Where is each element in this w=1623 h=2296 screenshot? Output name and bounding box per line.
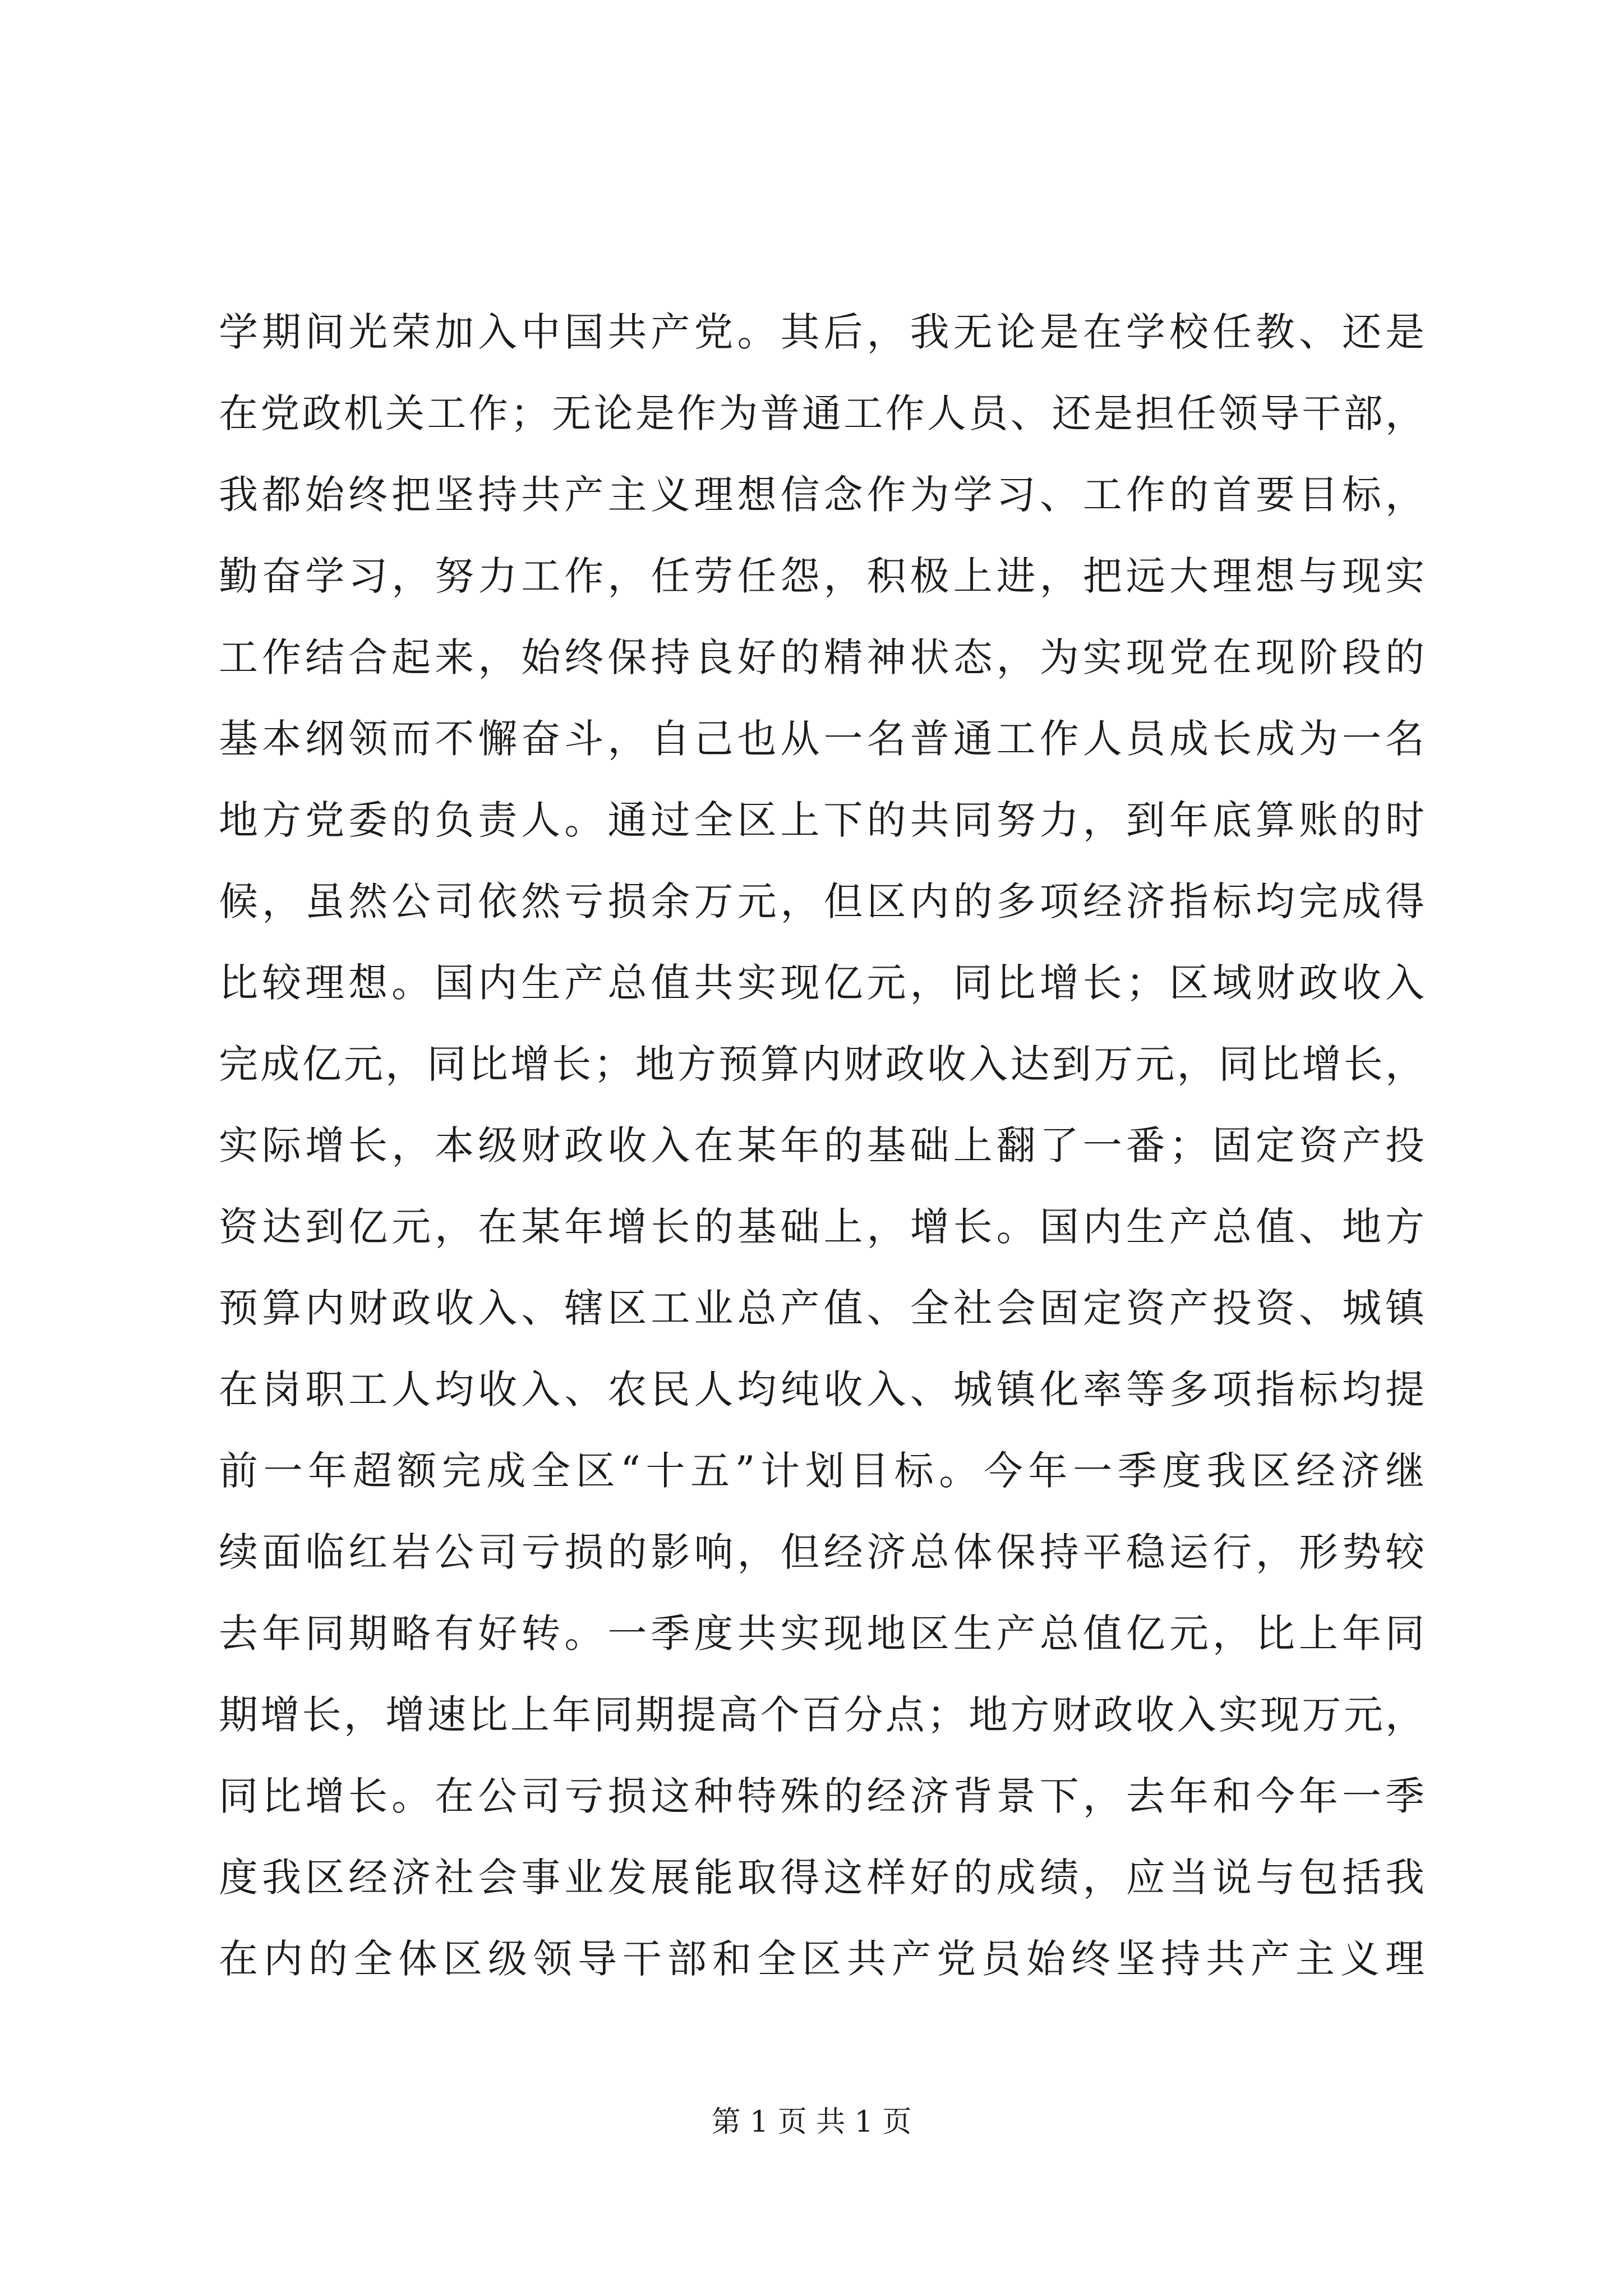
text-line: 勤奋学习，努力工作，任劳任怨，积极上进，把远大理想与现实 xyxy=(219,553,1424,599)
text-line: 学期间光荣加入中国共产党。其后，我无论是在学校任教、还是 xyxy=(219,309,1424,355)
text-line: 在岗职工人均收入、农民人均纯收入、城镇化率等多项指标均提 xyxy=(219,1366,1424,1412)
text-line: 比较理想。国内生产总值共实现亿元，同比增长；区域财政收入 xyxy=(219,960,1424,1006)
text-line: 期增长，增速比上年同期提高个百分点；地方财政收入实现万元， xyxy=(219,1692,1424,1738)
text-line: 地方党委的负责人。通过全区上下的共同努力，到年底算账的时 xyxy=(219,797,1424,843)
body-text xyxy=(219,292,1424,2000)
text-line: 完成亿元，同比增长；地方预算内财政收入达到万元，同比增长， xyxy=(219,1041,1424,1087)
text-line: 工作结合起来，始终保持良好的精神状态，为实现党在现阶段的 xyxy=(219,634,1424,680)
text-line: 前一年超额完成全区“十五”计划目标。今年一季度我区经济继 xyxy=(219,1448,1424,1494)
page-footer: 第 1 页 共 1 页 xyxy=(711,2105,912,2139)
text-line: 度我区经济社会事业发展能取得这样好的成绩，应当说与包括我 xyxy=(219,1855,1424,1901)
text-line: 续面临红岩公司亏损的影响，但经济总体保持平稳运行，形势较 xyxy=(219,1529,1424,1575)
text-line: 候，虽然公司依然亏损余万元，但区内的多项经济指标均完成得 xyxy=(219,878,1424,924)
text-line: 在内的全体区级领导干部和全区共产党员始终坚持共产主义理 xyxy=(219,1936,1424,1982)
text-line: 基本纲领而不懈奋斗，自己也从一名普通工作人员成长成为一名 xyxy=(219,716,1424,762)
text-line: 预算内财政收入、辖区工业总产值、全社会固定资产投资、城镇 xyxy=(219,1285,1424,1331)
text-line: 资达到亿元，在某年增长的基础上，增长。国内生产总值、地方 xyxy=(219,1204,1424,1250)
text-line: 实际增长，本级财政收入在某年的基础上翻了一番；固定资产投 xyxy=(219,1122,1424,1168)
text-line: 我都始终把坚持共产主义理想信念作为学习、工作的首要目标， xyxy=(219,472,1424,518)
text-line: 去年同期略有好转。一季度共实现地区生产总值亿元，比上年同 xyxy=(219,1611,1424,1657)
text-line: 同比增长。在公司亏损这种特殊的经济背景下，去年和今年一季 xyxy=(219,1773,1424,1819)
text-line: 在党政机关工作；无论是作为普通工作人员、还是担任领导干部， xyxy=(219,390,1424,436)
